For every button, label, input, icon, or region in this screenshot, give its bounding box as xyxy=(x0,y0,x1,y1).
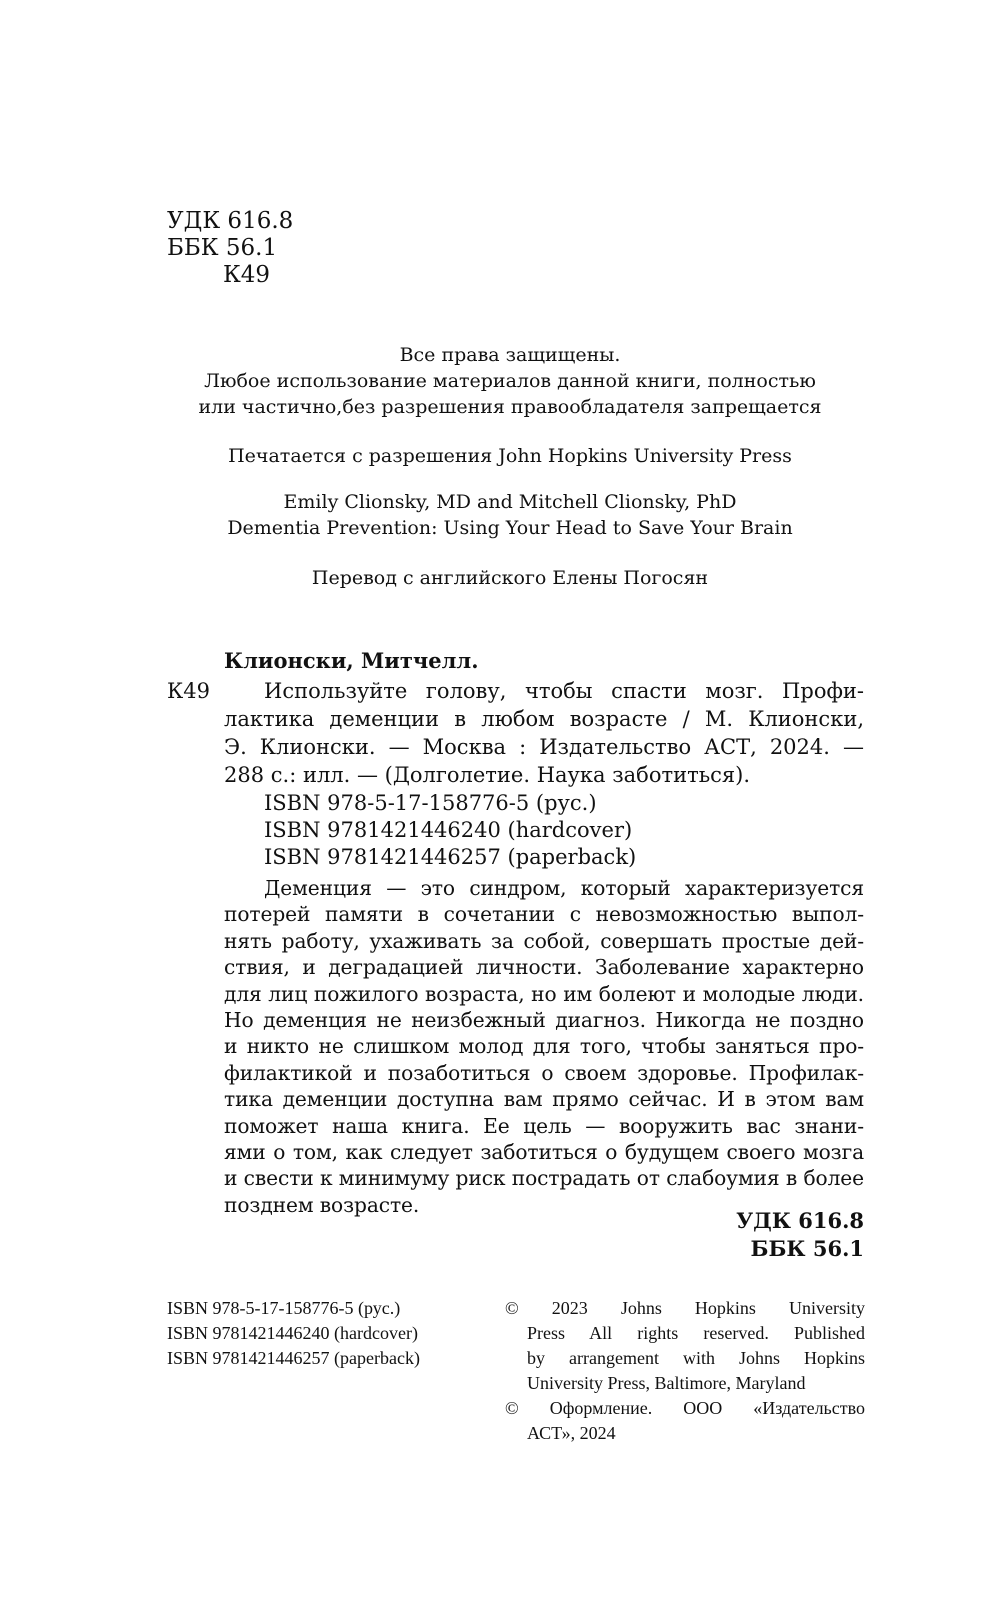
author-sign: К49 xyxy=(223,262,271,288)
abstract-line: потерей памяти в сочетании с невозможностью выпол- xyxy=(224,902,864,927)
footer-isbn-line: ISBN 9781421446240 (hardcover) xyxy=(167,1323,418,1343)
abstract-line: и никто не слишком молод для того, чтобы заняться про- xyxy=(224,1034,864,1059)
catalog-sign: К49 xyxy=(167,679,210,703)
footer-isbn-line: ISBN 978-5-17-158776-5 (рус.) xyxy=(167,1298,401,1318)
catalog-description xyxy=(224,677,864,789)
description-line: Используйте голову, чтобы спасти мозг. Профи- xyxy=(264,679,864,703)
abstract-line: для лиц пожилого возраста, но им болеют и молодые люди. xyxy=(224,981,864,1006)
permission-notice: Печатается с разрешения John Hopkins University Press xyxy=(228,445,792,467)
copyright-line: © 2023 Johns Hopkins University xyxy=(505,1298,865,1318)
catalog-isbn-list xyxy=(264,790,636,871)
bbk-code: ББК 56.1 xyxy=(167,235,278,261)
abstract-line: Но деменция не неизбежный диагноз. Никогда не поздно xyxy=(224,1008,864,1033)
copyright-line: by arrangement with Johns Hopkins xyxy=(527,1348,865,1368)
catalog-author-heading: Клионски, Митчелл. xyxy=(224,648,479,673)
abstract-line: ствия, и деградацией личности. Заболевание характерно xyxy=(224,955,864,980)
translation-credit: Перевод с английского Елены Погосян xyxy=(311,567,709,589)
copyright-line: © Оформление. ООО «Издательство xyxy=(505,1398,865,1418)
abstract-line: тика деменции доступна вам прямо сейчас. И в этом вам xyxy=(224,1087,864,1112)
rights-notice xyxy=(160,342,860,420)
description-line: лактика деменции в любом возрасте / М. Клионски, xyxy=(224,707,864,731)
classification-codes xyxy=(167,208,293,289)
abstract-line: позднем возрасте. xyxy=(224,1192,420,1217)
abstract-line: нять работу, ухаживать за собой, совершать простые дей- xyxy=(224,928,864,953)
rights-line: Любое использование материалов данной книги, полностью xyxy=(204,370,816,392)
abstract-line: поможет наша книга. Ее цель — вооружить вас знани- xyxy=(224,1113,864,1138)
copyright-line: University Press, Baltimore, Maryland xyxy=(527,1373,806,1393)
isbn-line: ISBN 9781421446240 (hardcover) xyxy=(264,818,633,842)
bottom-classification xyxy=(700,1207,864,1263)
copyright-line: Press All rights reserved. Published xyxy=(527,1323,865,1343)
description-line: 288 с.: илл. — (Долголетие. Наука заботиться). xyxy=(224,763,751,787)
rights-line: или частично,без разрешения правообладателя запрещается xyxy=(198,396,822,418)
copyright-line: АСТ», 2024 xyxy=(527,1423,616,1443)
original-title: Dementia Prevention: Using Your Head to Save Your Brain xyxy=(227,517,793,539)
abstract-line: филактикой и позаботиться о своем здоровье. Профилак- xyxy=(224,1060,864,1085)
isbn-line: ISBN 978-5-17-158776-5 (рус.) xyxy=(264,791,597,815)
footer-isbn-line: ISBN 9781421446257 (paperback) xyxy=(167,1348,420,1368)
original-edition xyxy=(160,489,860,541)
copyright-notice xyxy=(505,1296,865,1446)
rights-line: Все права защищены. xyxy=(399,344,621,366)
udk-code: УДК 616.8 xyxy=(167,208,294,234)
abstract-line: и свести к минимуму риск пострадать от слабоумия в более xyxy=(224,1166,864,1191)
bottom-udk: УДК 616.8 xyxy=(736,1208,864,1233)
footer-isbn-list xyxy=(167,1296,420,1371)
book-abstract xyxy=(224,875,864,1218)
description-line: Э. Клионски. — Москва : Издательство АСТ, 2024. — xyxy=(224,735,864,759)
abstract-line: ями о том, как следует заботиться о будущем своего мозга xyxy=(224,1140,864,1165)
original-authors: Emily Clionsky, MD and Mitchell Clionsky, PhD xyxy=(283,491,737,513)
bottom-bbk: ББК 56.1 xyxy=(750,1236,864,1261)
isbn-line: ISBN 9781421446257 (paperback) xyxy=(264,845,637,869)
abstract-line: Деменция — это синдром, который характеризуется xyxy=(264,876,864,900)
